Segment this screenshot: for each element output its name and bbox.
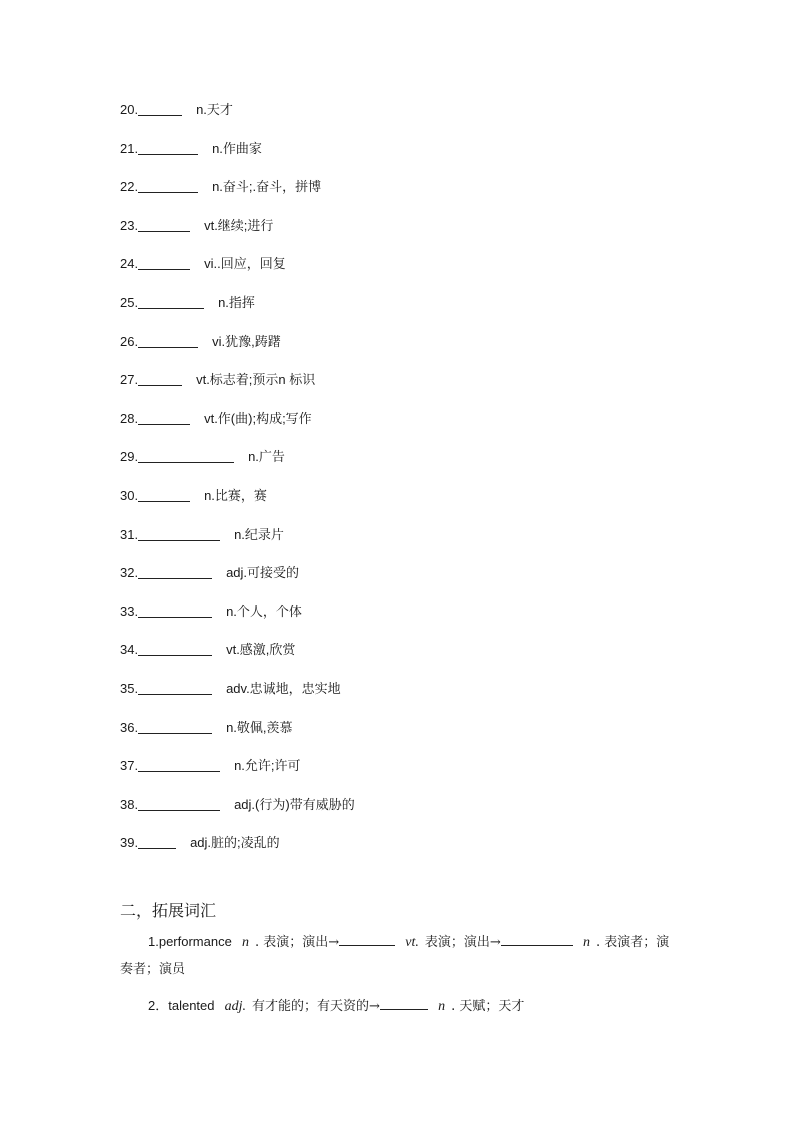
item-text: . 表演者；演奏者；演员 — [120, 935, 670, 977]
item-definition: n.敬佩,羡慕 — [226, 719, 293, 735]
item-text: 表演；演出→ — [424, 935, 501, 950]
vocab-item — [120, 293, 680, 332]
item-number: 39. — [120, 835, 139, 851]
answer-blank — [501, 931, 573, 946]
answer-blank — [380, 995, 428, 1010]
answer-blank — [138, 602, 212, 618]
item-definition: n.纪录片 — [234, 526, 284, 542]
item-definition: vi..回应，回复 — [204, 256, 286, 272]
answer-blank — [138, 100, 182, 116]
item-number: 28. — [120, 410, 139, 426]
vocab-item — [120, 679, 680, 718]
item-definition: n.广告 — [248, 449, 285, 465]
vocab-item — [120, 216, 680, 255]
item-number: 34. — [120, 642, 139, 658]
item-number: 23. — [120, 217, 139, 233]
item-definition: vt.感激,欣赏 — [226, 642, 296, 658]
answer-blank — [138, 756, 220, 772]
item-definition: vi.犹豫,踌躇 — [212, 333, 281, 349]
item-lead-word: 1.performance — [148, 934, 232, 949]
answer-blank — [138, 293, 204, 309]
item-number: 30. — [120, 487, 139, 503]
extension-item-1 — [120, 928, 676, 983]
vocab-item — [120, 795, 680, 834]
answer-blank — [138, 795, 220, 811]
section-title: 二，拓展词汇 — [120, 901, 217, 920]
answer-blank — [138, 447, 234, 463]
answer-blank — [138, 679, 212, 695]
part-of-speech: n — [438, 999, 446, 1014]
item-definition: n.奋斗;.奋斗，拼博 — [212, 179, 322, 195]
vocab-item — [120, 563, 680, 602]
item-definition: n.个人，个体 — [226, 603, 302, 619]
vocab-item — [120, 409, 680, 448]
vocab-item — [120, 254, 680, 293]
extension-item-2 — [120, 992, 676, 1020]
item-number: 27. — [120, 372, 139, 388]
answer-blank — [138, 563, 212, 579]
answer-blank — [138, 833, 176, 849]
answer-blank — [138, 332, 198, 348]
vocab-item — [120, 332, 680, 371]
item-number: 33. — [120, 603, 139, 619]
vocab-item — [120, 525, 680, 564]
vocab-item — [120, 100, 680, 139]
item-definition: adv.忠诚地，忠实地 — [226, 680, 341, 696]
answer-blank — [138, 177, 198, 193]
answer-blank — [138, 370, 182, 386]
vocab-item — [120, 139, 680, 178]
answer-blank — [138, 718, 212, 734]
part-of-speech: n — [241, 935, 249, 950]
vocab-item — [120, 447, 680, 486]
vocab-item — [120, 486, 680, 525]
vocab-list — [120, 100, 680, 872]
item-text: . 天赋；天才 — [451, 999, 525, 1014]
vocab-item — [120, 640, 680, 679]
item-number: 31. — [120, 526, 139, 542]
vocab-item — [120, 833, 680, 872]
part-of-speech: adj. — [224, 999, 247, 1014]
item-definition: adj.脏的;凌乱的 — [190, 835, 280, 851]
item-lead-word: 2．talented — [148, 998, 215, 1013]
item-text: 有才能的；有天资的→ — [252, 999, 380, 1014]
item-definition: vt.继续;进行 — [204, 217, 274, 233]
vocab-item — [120, 602, 680, 641]
item-number: 21. — [120, 140, 139, 156]
item-number: 36. — [120, 719, 139, 735]
vocab-item — [120, 756, 680, 795]
answer-blank — [138, 254, 190, 270]
vocab-item — [120, 718, 680, 757]
answer-blank — [138, 216, 190, 232]
item-definition: n.天才 — [196, 102, 233, 117]
item-number: 29. — [120, 449, 139, 465]
item-text: . 表演；演出→ — [254, 935, 340, 950]
answer-blank — [138, 139, 198, 155]
item-number: 26. — [120, 333, 139, 349]
item-number: 22. — [120, 179, 139, 195]
item-definition: vt.作(曲);构成;写作 — [204, 410, 312, 426]
item-definition: vt.标志着;预示n 标识 — [196, 372, 316, 388]
item-number: 20. — [120, 102, 139, 117]
item-definition: n.作曲家 — [212, 140, 262, 156]
answer-blank — [138, 409, 190, 425]
item-number: 25. — [120, 294, 139, 310]
answer-blank — [138, 486, 190, 502]
item-definition: n.指挥 — [218, 294, 255, 310]
part-of-speech: n — [582, 935, 590, 950]
item-number: 35. — [120, 680, 139, 696]
vocab-item — [120, 370, 680, 409]
item-definition: adj.(行为)带有威胁的 — [234, 796, 355, 812]
vocab-item — [120, 177, 680, 216]
answer-blank — [138, 640, 212, 656]
item-definition: adj.可接受的 — [226, 565, 300, 581]
part-of-speech: vt. — [405, 935, 419, 950]
item-definition: n.允许;许可 — [234, 758, 301, 774]
item-number: 38. — [120, 796, 139, 812]
item-number: 24. — [120, 256, 139, 272]
answer-blank — [138, 525, 220, 541]
item-number: 37. — [120, 758, 139, 774]
item-number: 32. — [120, 565, 139, 581]
answer-blank — [339, 931, 395, 946]
item-definition: n.比赛，赛 — [204, 487, 267, 503]
